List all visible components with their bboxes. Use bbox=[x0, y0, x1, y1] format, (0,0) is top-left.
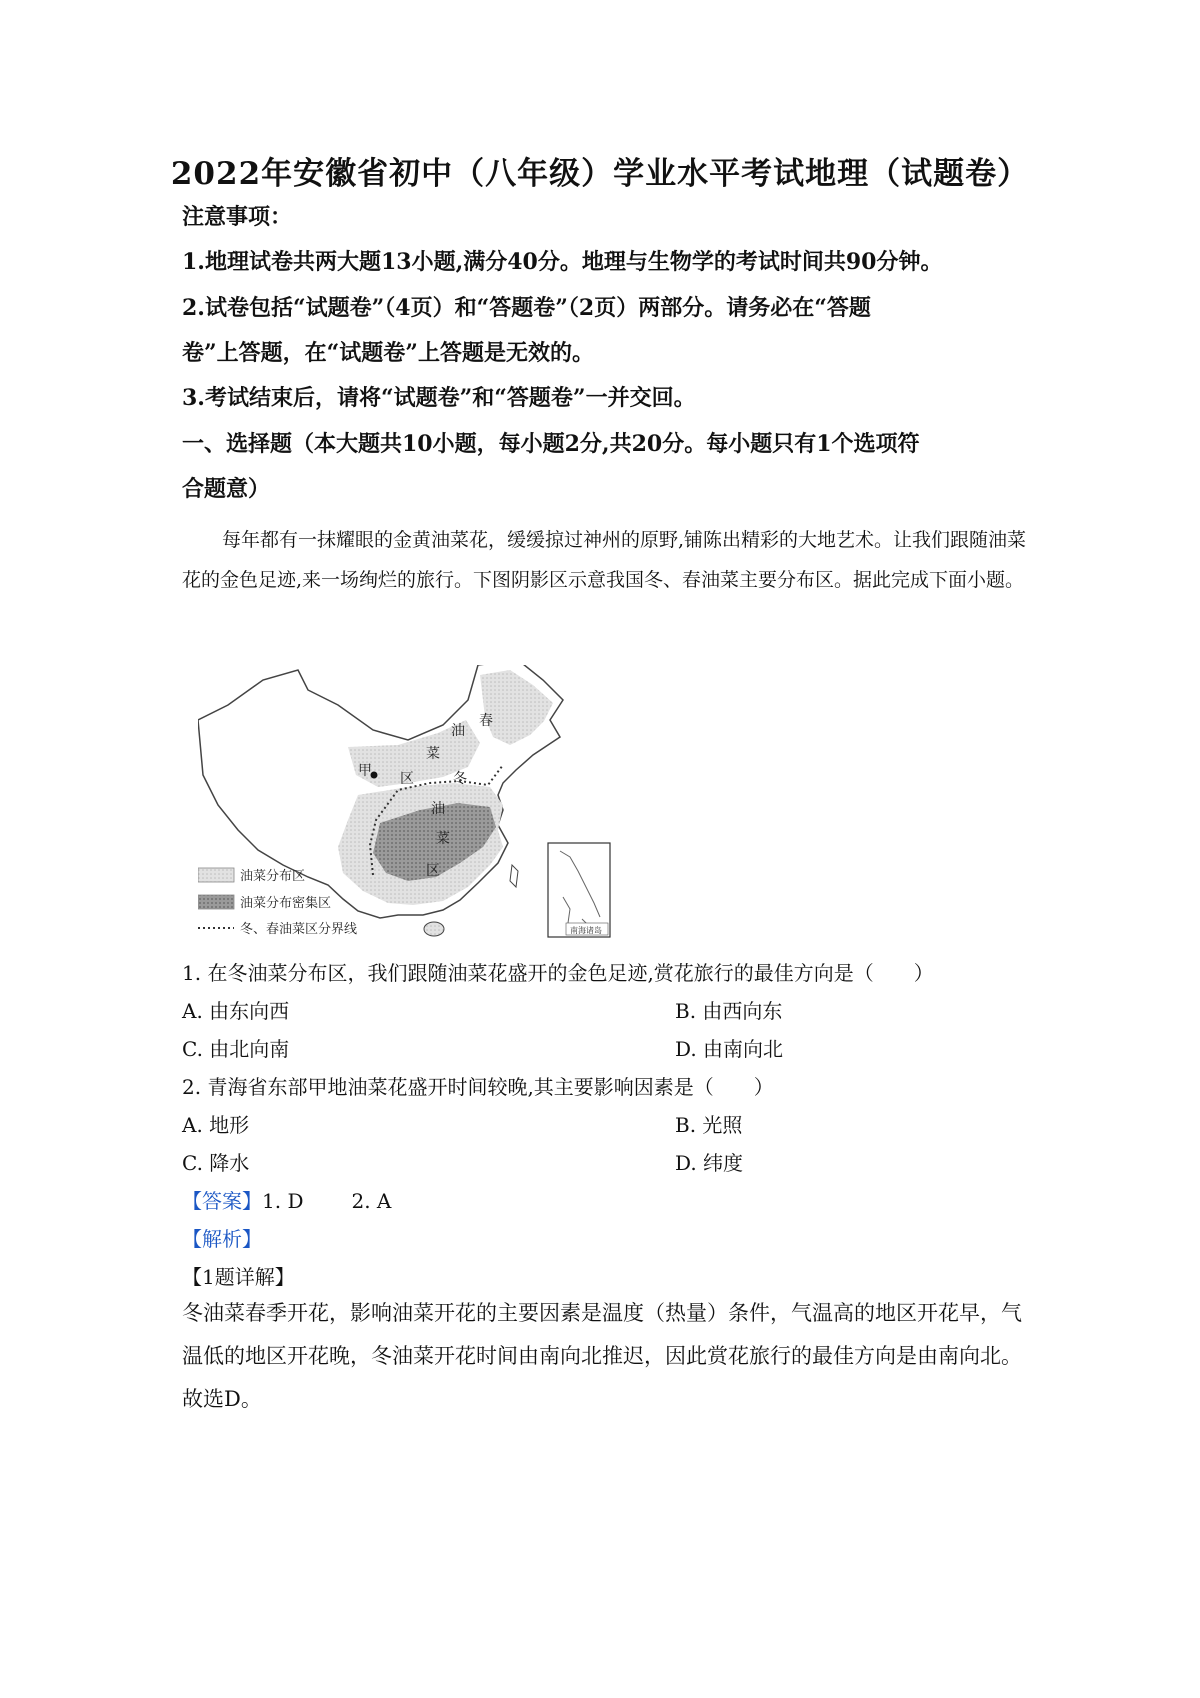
legend-label-3: 冬、春油菜区分界线 bbox=[240, 922, 358, 937]
analysis-tag: 【解析】 bbox=[182, 1227, 262, 1251]
map-label-chun: 春 bbox=[479, 713, 493, 729]
legend-swatch-light bbox=[198, 868, 234, 882]
map-label-you1: 油 bbox=[451, 723, 465, 739]
map-label-cai1: 菜 bbox=[426, 746, 440, 762]
notice-item-2a: 2.试卷包括“试题卷”（4页）和“答题卷”（2页）两部分。请务必在“答题 bbox=[182, 295, 871, 321]
detail-1-text-b: 温低的地区开花晚，冬油菜开花时间由南向北推迟，因此赏花旅行的最佳方向是由南向北。 bbox=[182, 1344, 1022, 1368]
notice-item-2b: 卷”上答题，在“试题卷”上答题是无效的。 bbox=[182, 340, 594, 366]
legend-label-1: 油菜分布区 bbox=[240, 869, 306, 884]
detail-1-text-c: 故选D。 bbox=[182, 1387, 262, 1411]
inset-label: 南海诸岛 bbox=[570, 926, 602, 935]
detail-1-tag: 【1题详解】 bbox=[182, 1265, 295, 1289]
map-label-qu1: 区 bbox=[400, 771, 414, 787]
q2-option-d: D. 纬度 bbox=[675, 1151, 744, 1175]
section-heading-b: 合题意） bbox=[182, 476, 271, 502]
notice-item-1: 1.地理试卷共两大题13小题,满分40分。地理与生物学的考试时间共90分钟。 bbox=[182, 249, 943, 275]
notice-heading: 注意事项： bbox=[182, 204, 293, 230]
intro-paragraph: 每年都有一抹耀眼的金黄油菜花，缓缓掠过神州的原野,铺陈出精彩的大地艺术。让我们跟随油菜花的金色足迹,来一场绚烂的旅行。下图阴影区示意我国冬、春油菜主要分布区。据此完成下面小题。 bbox=[182, 529, 1027, 591]
notice-item-3: 3.考试结束后，请将“试题卷”和“答题卷”一并交回。 bbox=[182, 385, 696, 411]
q1-option-d: D. 由南向北 bbox=[675, 1037, 784, 1061]
answer-1: 1. D bbox=[262, 1189, 304, 1213]
q2-option-c: C. 降水 bbox=[182, 1151, 250, 1175]
answer-2: 2. A bbox=[351, 1189, 392, 1213]
map-label-you2: 油 bbox=[431, 801, 445, 817]
legend-label-2: 油菜分布密集区 bbox=[240, 896, 332, 911]
q1-option-a: A. 由东向西 bbox=[182, 999, 290, 1023]
map-label-dong: 冬 bbox=[453, 771, 467, 787]
map-label-qu2: 区 bbox=[426, 863, 440, 879]
map-label-jia: 甲 bbox=[358, 763, 372, 779]
q1-option-c: C. 由北向南 bbox=[182, 1037, 290, 1061]
answer-line bbox=[182, 1185, 391, 1214]
section-heading-a: 一、选择题（本大题共10小题，每小题2分,共20分。每小题只有1个选项符 bbox=[182, 431, 920, 457]
q1-option-b: B. 由西向东 bbox=[675, 999, 783, 1023]
question-2-stem: 2. 青海省东部甲地油菜花盛开时间较晚,其主要影响因素是（ ） bbox=[182, 1075, 774, 1099]
legend-swatch-dark bbox=[198, 895, 234, 909]
hainan-island bbox=[424, 922, 444, 936]
answer-tag: 【答案】 bbox=[182, 1189, 262, 1213]
q2-option-b: B. 光照 bbox=[675, 1113, 743, 1137]
q2-option-a: A. 地形 bbox=[182, 1113, 250, 1137]
page-title: 2022年安徽省初中（八年级）学业水平考试地理（试题卷） bbox=[170, 156, 1030, 192]
taiwan-island bbox=[510, 865, 518, 887]
question-1-stem: 1. 在冬油菜分布区，我们跟随油菜花盛开的金色足迹,赏花旅行的最佳方向是（ ） bbox=[182, 961, 934, 985]
map-label-cai2: 菜 bbox=[436, 831, 450, 847]
detail-1-text-a: 冬油菜春季开花，影响油菜开花的主要因素是温度（热量）条件，气温高的地区开花早，气 bbox=[182, 1301, 1022, 1325]
